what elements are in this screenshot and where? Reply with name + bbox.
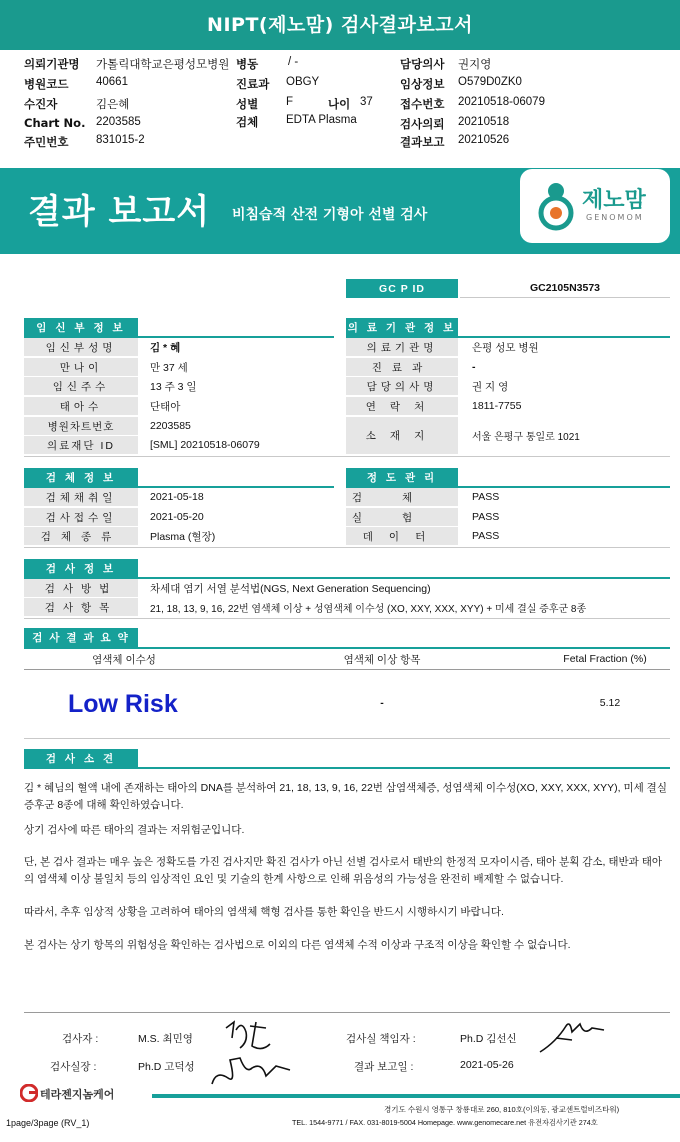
specimen-value: EDTA Plasma [286, 114, 357, 126]
chief-signature [536, 1018, 608, 1058]
clinical-label: 임상정보 [400, 77, 445, 91]
pregnant-row-value: 2203585 [150, 420, 191, 432]
opinion-paragraph: 본 검사는 상기 항목의 위험성을 확인하는 검사법으로 이외의 다른 염색체 수적 이상과 구조적 이상을 확인할 수 없습니다. [24, 939, 571, 951]
ward-label: 병동 [236, 57, 259, 71]
medical-row-value: 서울 은평구 통일로 1021 [472, 432, 580, 443]
specimen-row-label: 검체채취일 [24, 488, 138, 506]
summary-line [24, 647, 670, 649]
patient-value: 김은혜 [96, 99, 130, 111]
request-value: 20210518 [458, 116, 510, 128]
abnormal-result: - [380, 697, 384, 709]
test-items-value: 21, 18, 13, 9, 16, 22번 염색체 이상 + 성염색체 이수성 (XO, XXY, XXX, XYY) + 미세 결실 증후군 8종 [150, 603, 587, 615]
chief-label: 검사실 책임자 : [346, 1033, 416, 1045]
tester-name: M.S. 최민영 [138, 1033, 193, 1045]
company-logo-icon [20, 1084, 38, 1102]
chart-label: Chart No. [24, 116, 86, 130]
divider [24, 669, 670, 670]
ward-value: / - [288, 56, 299, 68]
lab-head-signature [206, 1050, 296, 1090]
opinion-paragraph: 상기 검사에 따른 태아의 결과는 저위험군입니다. [24, 824, 245, 836]
company-name: 테라젠지놈케어 [40, 1089, 115, 1101]
tester-label: 검사자 : [62, 1033, 99, 1045]
institution-value: 가톨릭대학교은평성모병원 [96, 59, 230, 71]
pregnant-row-label: 의료재단 ID [24, 436, 138, 454]
genomom-logo [520, 169, 670, 243]
receipt-label: 접수번호 [400, 97, 445, 111]
lab-head-label: 검사실장 : [50, 1061, 97, 1073]
pregnant-row-value: 단태아 [150, 400, 181, 413]
chief-name: Ph.D 김선신 [460, 1033, 517, 1045]
report-date-label: 결과보고 [400, 135, 445, 149]
receipt-value: 20210518-06079 [458, 96, 545, 108]
medical-row-label: 소재지 [346, 417, 458, 454]
medical-row-label: 담당의사명 [346, 377, 458, 395]
pregnant-info-head: 임 신 부 정 보 [24, 318, 138, 336]
pregnant-row-label: 태아수 [24, 397, 138, 415]
logo-subtext: GENOMOM [586, 213, 644, 222]
pregnant-row-label: 임신부성명 [24, 338, 138, 356]
hospital-code-label: 병원코드 [24, 77, 69, 91]
doctor-value: 권지영 [458, 59, 492, 71]
qc-row-label: 검체 [346, 488, 458, 506]
medical-row-value: - [472, 361, 476, 373]
chart-value: 2203585 [96, 116, 141, 128]
medical-row-value: 권 지 영 [472, 380, 509, 393]
pregnant-row-value: [SML] 20210518-06079 [150, 439, 260, 451]
opinion-paragraph: 김 * 혜님의 혈액 내에 존재하는 태아의 DNA를 분석하여 21, 18, 13, 9, 16, 22번 삼염색체증, 성염색체 이수성(XO, XXY, XXX, XYY), 미세 결실 증후군 8종에 대해 확인하였습니다. [24, 782, 667, 811]
lab-head-name: Ph.D 고덕성 [138, 1061, 195, 1073]
banner-subtitle: 비침습적 산전 기형아 선별 검사 [232, 207, 428, 223]
divider [24, 547, 670, 548]
hospital-code-value: 40661 [96, 76, 128, 88]
banner-title: 결과 보고서 [28, 192, 211, 232]
specimen-row-value: 2021-05-20 [150, 511, 204, 523]
medical-row-label: 의료기관명 [346, 338, 458, 356]
fetal-fraction-value: 5.12 [599, 697, 621, 709]
dept-value: OBGY [286, 76, 320, 88]
risk-result: Low Risk [68, 689, 178, 718]
qc-head: 정 도 관 리 [346, 468, 458, 486]
age-value: 37 [360, 96, 373, 108]
qc-row-label: 실험 [346, 508, 458, 526]
request-label: 검사의뢰 [400, 117, 445, 131]
gcp-id-value: GC2105N3573 [460, 279, 670, 298]
logo-text: 제노맘 [582, 188, 646, 213]
genomom-logo-icon [534, 179, 578, 231]
divider [24, 1012, 670, 1013]
medical-info-head: 의 료 기 관 정 보 [346, 318, 458, 336]
patient-label: 수진자 [24, 97, 58, 111]
medical-row-label: 진료과 [346, 358, 458, 376]
medical-row-value: 1811-7755 [472, 400, 522, 412]
specimen-row-value: 2021-05-18 [150, 491, 204, 503]
summary-col-aneuploidy: 염색체 이수성 [92, 653, 156, 666]
test-method-label: 검사방법 [24, 579, 138, 597]
specimen-row-label: 검사접수일 [24, 508, 138, 526]
report-date-sign-value: 2021-05-26 [460, 1059, 514, 1071]
opinion-line [24, 767, 670, 769]
opinion-paragraph: 단, 본 검사 결과는 매우 높은 정확도를 가진 검사지만 확진 검사가 아닌 선별 검사로서 태반의 한정적 모자이시즘, 태아 분획 감소, 태반과 태아의 염색체 이상 불일치 등의 임상적인 요인 및 기술의 한계 사항으로 인해 위음성의 가능성을 완전히 배제할 수 없습니다. [24, 856, 663, 885]
medical-row-value: 은평 성모 병원 [472, 341, 539, 354]
summary-col-fetal-fraction: Fetal Fraction (%) [563, 653, 647, 665]
age-label: 나이 [328, 97, 351, 111]
company-contact: TEL. 1544-9771 / FAX. 031-8019-5004 Homepage. www.genomecare.net 유전자검사기관 274호 [292, 1118, 598, 1127]
qc-row-value: PASS [472, 511, 500, 523]
report-date-value: 20210526 [458, 134, 510, 146]
opinion-head: 검 사 소 견 [24, 749, 138, 767]
rrn-value: 831015-2 [96, 134, 145, 146]
rrn-label: 주민번호 [24, 135, 69, 149]
opinion-paragraph: 따라서, 추후 임상적 상황을 고려하여 태아의 염색체 핵형 검사를 통한 확인을 반드시 시행하시기 바랍니다. [24, 906, 504, 918]
sex-label: 성별 [236, 97, 259, 111]
specimen-info-head: 검 체 정 보 [24, 468, 138, 486]
institution-label: 의뢰기관명 [24, 57, 80, 71]
summary-head: 검 사 결 과 요 약 [24, 628, 138, 647]
divider [24, 738, 670, 739]
clinical-value: O579D0ZK0 [458, 76, 522, 88]
doctor-label: 담당의사 [400, 57, 445, 71]
summary-col-abnormal: 염색체 이상 항목 [343, 653, 421, 666]
qc-row-label: 데이터 [346, 527, 458, 545]
report-title: NIPT(제노맘) 검사결과보고서 [0, 0, 680, 50]
divider [24, 456, 670, 457]
test-items-label: 검사항목 [24, 598, 138, 616]
test-info-head: 검 사 정 보 [24, 559, 138, 577]
sex-value: F [286, 96, 294, 108]
pregnant-row-value: 13 주 3 일 [150, 380, 197, 393]
medical-row-label: 연락처 [346, 397, 458, 415]
pregnant-row-value: 김 * 혜 [150, 341, 181, 354]
dept-label: 진료과 [236, 77, 270, 91]
specimen-row-value: Plasma (혈장) [150, 530, 216, 543]
pregnant-row-label: 임신주수 [24, 377, 138, 395]
footer-bar [152, 1094, 680, 1098]
specimen-row-label: 검체종류 [24, 527, 138, 545]
page-indicator: 1page/3page (RV_1) [6, 1118, 90, 1128]
specimen-label: 검체 [236, 115, 259, 129]
test-method-value: 차세대 염기 서열 분석법(NGS, Next Generation Sequencing) [150, 582, 431, 595]
company-address: 경기도 수원시 영통구 창룡대로 260, 810호(이의동, 광교센트럴비즈타워) [384, 1105, 620, 1114]
pregnant-row-label: 병원차트번호 [24, 417, 138, 435]
qc-row-value: PASS [472, 530, 500, 542]
pregnant-row-value: 만 37 세 [150, 361, 188, 374]
gcp-id-label: GC P ID [346, 279, 458, 298]
divider [24, 618, 670, 619]
qc-row-value: PASS [472, 491, 500, 503]
report-date-sign-label: 결과 보고일 : [354, 1061, 414, 1073]
pregnant-row-label: 만나이 [24, 358, 138, 376]
